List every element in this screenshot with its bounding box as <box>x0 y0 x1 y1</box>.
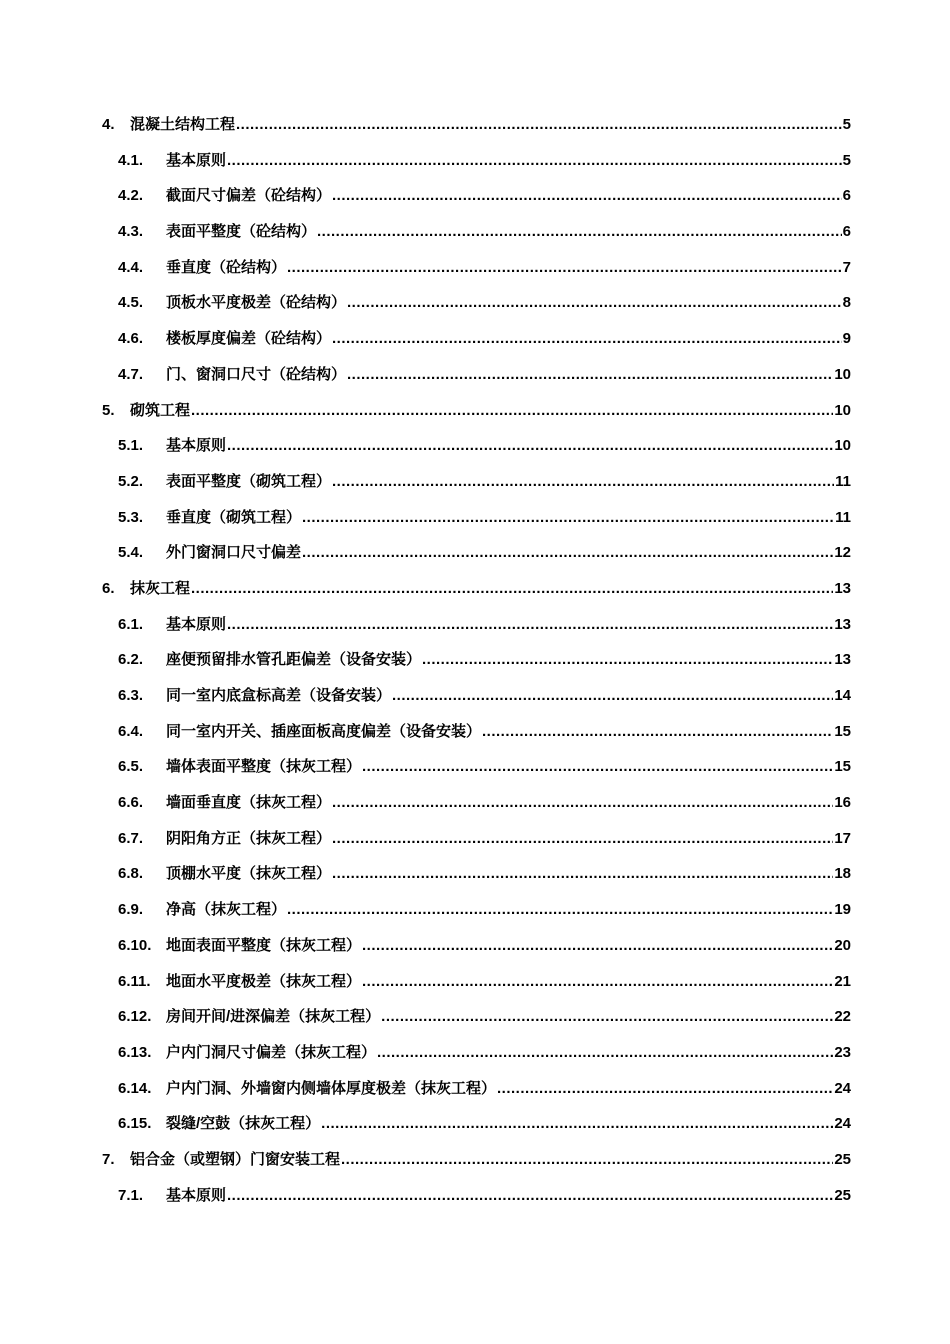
toc-section-entry[interactable] <box>102 285 851 321</box>
toc-entry-page: 11 <box>835 472 851 490</box>
toc-section-entry[interactable] <box>102 821 851 857</box>
toc-dot-leader <box>332 464 834 500</box>
toc-entry-number: 4.3. <box>118 223 144 241</box>
toc-section-entry[interactable] <box>102 892 851 928</box>
toc-entry-number: 6.10. <box>118 936 152 954</box>
toc-dot-leader <box>347 357 833 393</box>
toc-entry-number: 6.15. <box>118 1115 152 1133</box>
toc-entry-page: 13 <box>834 579 851 597</box>
toc-entry-page: 12 <box>834 544 851 562</box>
toc-dot-leader <box>332 821 833 857</box>
toc-entry-title: 混凝土结构工程 <box>130 116 236 133</box>
toc-entry-title: 截面尺寸偏差（砼结构） <box>166 187 332 205</box>
toc-entry-title: 阴阳角方正（抹灰工程） <box>166 829 332 847</box>
toc-entry-title: 表面平整度（砌筑工程） <box>166 472 332 490</box>
toc-dot-leader <box>332 178 842 214</box>
toc-dot-leader <box>287 250 842 286</box>
toc-entry-page: 13 <box>834 651 851 669</box>
toc-dot-leader <box>392 678 833 714</box>
toc-section-entry[interactable] <box>102 214 851 250</box>
toc-entry-page: 5 <box>842 151 851 169</box>
toc-section-entry[interactable] <box>102 535 851 571</box>
toc-section-entry[interactable] <box>102 464 851 500</box>
toc-entry-page: 11 <box>835 508 851 526</box>
toc-chapter-entry[interactable] <box>102 393 851 429</box>
toc-entry-title: 基本原则 <box>166 615 227 633</box>
toc-dot-leader <box>362 928 833 964</box>
toc-entry-number: 4.4. <box>118 258 144 276</box>
toc-entry-number: 5.2. <box>118 472 144 490</box>
toc-entry-page: 10 <box>834 437 851 455</box>
toc-entry-number: 4.5. <box>118 294 144 312</box>
toc-section-entry[interactable] <box>102 1035 851 1071</box>
toc-entry-title: 基本原则 <box>166 151 227 169</box>
toc-entry-number: 7.1. <box>118 1186 144 1204</box>
toc-chapter-entry[interactable] <box>102 571 851 607</box>
toc-section-entry[interactable] <box>102 749 851 785</box>
toc-entry-number: 6.7. <box>118 829 144 847</box>
toc-entry-title: 同一室内开关、插座面板高度偏差（设备安装） <box>166 722 482 740</box>
toc-entry-number: 6.1. <box>118 615 144 633</box>
toc-entry-title: 门、窗洞口尺寸（砼结构） <box>166 365 347 383</box>
toc-entry-page: 15 <box>834 722 851 740</box>
toc-chapter-entry[interactable] <box>102 1142 851 1178</box>
toc-entry-page: 20 <box>834 936 851 954</box>
toc-entry-number: 6. <box>102 579 115 597</box>
toc-dot-leader <box>227 607 833 643</box>
toc-dot-leader <box>332 856 833 892</box>
toc-section-entry[interactable] <box>102 856 851 892</box>
toc-section-entry[interactable] <box>102 928 851 964</box>
toc-dot-leader <box>341 1142 833 1178</box>
toc-entry-page: 25 <box>834 1186 851 1204</box>
toc-dot-leader <box>381 999 833 1035</box>
toc-dot-leader <box>347 285 842 321</box>
toc-section-entry[interactable] <box>102 178 851 214</box>
toc-entry-title: 楼板厚度偏差（砼结构） <box>166 330 332 348</box>
toc-section-entry[interactable] <box>102 785 851 821</box>
toc-entry-title: 铝合金（或塑钢）门窗安装工程 <box>130 1150 341 1168</box>
toc-dot-leader <box>191 571 833 607</box>
toc-entry-number: 6.3. <box>118 687 144 704</box>
toc-entry-page: 24 <box>834 1079 851 1097</box>
toc-entry-title: 砌筑工程 <box>130 401 191 419</box>
toc-dot-leader <box>227 428 833 464</box>
toc-entry-title: 座便预留排水管孔距偏差（设备安装） <box>166 651 422 669</box>
toc-entry-title: 垂直度（砼结构） <box>166 258 287 276</box>
toc-section-entry[interactable] <box>102 428 851 464</box>
toc-dot-leader <box>227 1178 833 1214</box>
toc-entry-page: 6 <box>842 187 851 205</box>
toc-entry-page: 9 <box>842 330 851 348</box>
toc-section-entry[interactable] <box>102 1071 851 1107</box>
toc-dot-leader <box>236 107 842 143</box>
toc-section-entry[interactable] <box>102 1106 851 1142</box>
toc-entry-title: 净高（抹灰工程） <box>166 901 287 919</box>
toc-entry-page: 22 <box>834 1008 851 1026</box>
toc-entry-title: 抹灰工程 <box>130 579 191 597</box>
toc-section-entry[interactable] <box>102 321 851 357</box>
toc-dot-leader <box>321 1106 833 1142</box>
toc-entry-page: 19 <box>834 901 851 919</box>
toc-entry-title: 裂缝/空鼓（抹灰工程） <box>166 1115 321 1133</box>
toc-entry-number: 5.1. <box>118 437 144 455</box>
toc-entry-number: 5.4. <box>118 544 144 562</box>
toc-dot-leader <box>332 321 842 357</box>
toc-entry-number: 6.5. <box>118 758 144 776</box>
toc-entry-page: 18 <box>834 865 851 883</box>
toc-entry-page: 15 <box>834 758 851 776</box>
toc-entry-number: 6.4. <box>118 722 144 740</box>
toc-entry-title: 基本原则 <box>166 437 227 455</box>
toc-dot-leader <box>317 214 842 250</box>
toc-entry-number: 6.14. <box>118 1079 152 1097</box>
toc-entry-number: 6.2. <box>118 651 144 669</box>
toc-section-entry[interactable] <box>102 607 851 643</box>
toc-entry-number: 4.6. <box>118 330 144 348</box>
toc-entry-number: 4.7. <box>118 365 144 383</box>
toc-entry-number: 5. <box>102 401 115 419</box>
toc-entry-title: 户内门洞、外墙窗内侧墙体厚度极差（抹灰工程） <box>166 1079 497 1097</box>
toc-entry-title: 户内门洞尺寸偏差（抹灰工程） <box>166 1043 377 1061</box>
toc-entry-page: 10 <box>834 401 851 419</box>
toc-entry-number: 6.11. <box>118 972 151 990</box>
toc-entry-number: 7. <box>102 1150 115 1168</box>
toc-entry-title: 墙体表面平整度（抹灰工程） <box>166 758 362 776</box>
toc-entry-page: 8 <box>842 294 851 312</box>
toc-entry-page: 13 <box>834 615 851 633</box>
toc-dot-leader <box>422 642 833 678</box>
toc-section-entry[interactable] <box>102 642 851 678</box>
toc-entry-number: 6.6. <box>118 794 144 812</box>
toc-section-entry[interactable] <box>102 1178 851 1214</box>
toc-entry-page: 14 <box>834 687 851 704</box>
toc-section-entry[interactable] <box>102 678 851 714</box>
toc-entry-title: 房间开间/进深偏差（抹灰工程） <box>166 1008 381 1026</box>
toc-section-entry[interactable] <box>102 500 851 536</box>
toc-section-entry[interactable] <box>102 143 851 179</box>
toc-dot-leader <box>482 714 833 750</box>
toc-dot-leader <box>362 749 833 785</box>
toc-entry-title: 顶棚水平度（抹灰工程） <box>166 865 332 883</box>
toc-entry-page: 16 <box>834 794 851 812</box>
toc-dot-leader <box>497 1071 833 1107</box>
toc-dot-leader <box>362 964 833 1000</box>
toc-entry-title: 表面平整度（砼结构） <box>166 223 317 241</box>
toc-entry-number: 4.2. <box>118 187 144 205</box>
toc-entry-number: 6.8. <box>118 865 144 883</box>
toc-entry-page: 10 <box>834 365 851 383</box>
toc-entry-title: 外门窗洞口尺寸偏差 <box>166 544 302 562</box>
toc-entry-number: 6.13. <box>118 1043 152 1061</box>
toc-dot-leader <box>302 500 834 536</box>
toc-section-entry[interactable] <box>102 714 851 750</box>
toc-entry-number: 6.9. <box>118 901 144 919</box>
toc-dot-leader <box>332 785 833 821</box>
toc-dot-leader <box>302 535 833 571</box>
toc-entry-page: 6 <box>842 223 851 241</box>
toc-chapter-entry[interactable] <box>102 107 851 143</box>
toc-dot-leader <box>287 892 833 928</box>
toc-entry-page: 21 <box>834 972 851 990</box>
table-of-contents <box>102 107 851 1213</box>
toc-section-entry[interactable] <box>102 250 851 286</box>
toc-section-entry[interactable] <box>102 999 851 1035</box>
toc-dot-leader <box>191 393 833 429</box>
toc-entry-page: 5 <box>842 116 851 133</box>
toc-entry-title: 顶板水平度极差（砼结构） <box>166 294 347 312</box>
toc-entry-title: 同一室内底盒标高差（设备安装） <box>166 687 392 704</box>
toc-entry-number: 4.1. <box>118 151 144 169</box>
toc-entry-title: 基本原则 <box>166 1186 227 1204</box>
toc-entry-title: 墙面垂直度（抹灰工程） <box>166 794 332 812</box>
toc-entry-number: 6.12. <box>118 1008 152 1026</box>
toc-entry-number: 4. <box>102 116 115 133</box>
toc-entry-title: 垂直度（砌筑工程） <box>166 508 302 526</box>
toc-section-entry[interactable] <box>102 964 851 1000</box>
toc-entry-page: 23 <box>834 1043 851 1061</box>
toc-entry-page: 17 <box>834 829 851 847</box>
toc-section-entry[interactable] <box>102 357 851 393</box>
toc-entry-page: 24 <box>834 1115 851 1133</box>
toc-dot-leader <box>227 143 842 179</box>
toc-entry-number: 5.3. <box>118 508 144 526</box>
toc-dot-leader <box>377 1035 833 1071</box>
toc-entry-page: 7 <box>842 258 851 276</box>
toc-entry-page: 25 <box>834 1150 851 1168</box>
toc-entry-title: 地面表面平整度（抹灰工程） <box>166 936 362 954</box>
toc-entry-title: 地面水平度极差（抹灰工程） <box>166 972 362 990</box>
